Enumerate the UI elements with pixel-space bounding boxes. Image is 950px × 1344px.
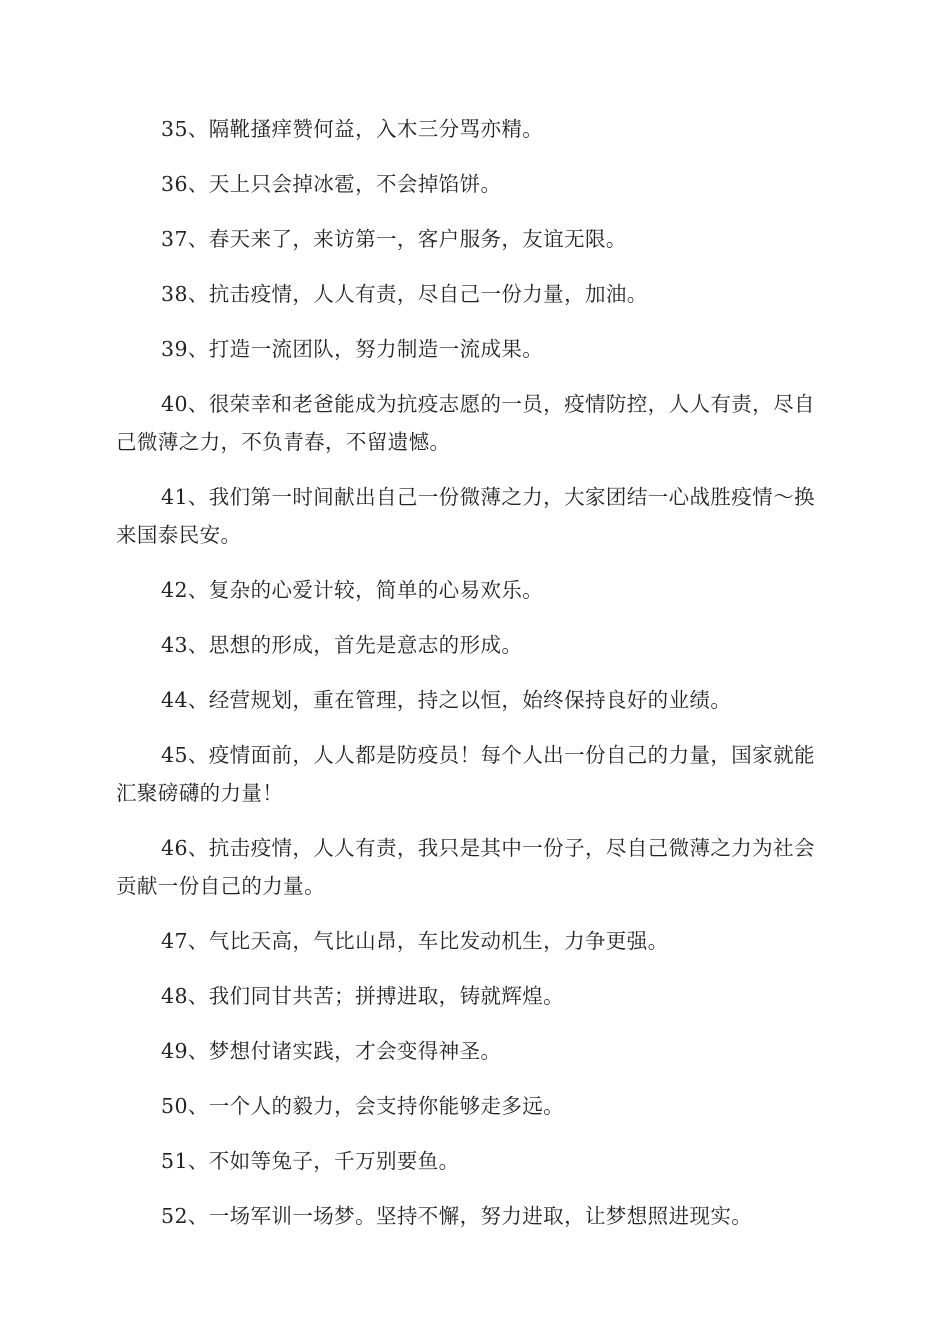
paragraph-35: 35、隔靴搔痒赞何益，入木三分骂亦精。 — [161, 117, 544, 141]
paragraph-46: 46、抗击疫情，人人有责，我只是其中一份子，尽自己微薄之力为社会贡献一份自己的力量。 — [116, 836, 815, 898]
paragraph-52: 52、一场军训一场梦。坚持不懈，努力进取，让梦想照进现实。 — [161, 1204, 753, 1228]
paragraph-39: 39、打造一流团队，努力制造一流成果。 — [161, 337, 544, 361]
paragraph-45: 45、疫情面前，人人都是防疫员！每个人出一份自己的力量，国家就能汇聚磅礴的力量！ — [116, 743, 815, 805]
document-body — [116, 110, 834, 1252]
paragraph-37: 37、春天来了，来访第一，客户服务，友谊无限。 — [161, 227, 627, 251]
paragraph-51: 51、不如等兔子，千万别要鱼。 — [161, 1149, 460, 1173]
paragraph-38: 38、抗击疫情，人人有责，尽自己一份力量，加油。 — [161, 282, 648, 306]
paragraph-43: 43、思想的形成，首先是意志的形成。 — [161, 633, 523, 657]
paragraph-42: 42、复杂的心爱计较，简单的心易欢乐。 — [161, 578, 544, 602]
paragraph-44: 44、经营规划，重在管理，持之以恒，始终保持良好的业绩。 — [161, 688, 732, 712]
paragraph-36: 36、天上只会掉冰雹，不会掉馅饼。 — [161, 172, 502, 196]
paragraph-47: 47、气比天高，气比山昂，车比发动机生，力争更强。 — [161, 929, 669, 953]
paragraph-48: 48、我们同甘共苦；拼搏进取，铸就辉煌。 — [161, 984, 565, 1008]
paragraph-50: 50、一个人的毅力，会支持你能够走多远。 — [161, 1094, 565, 1118]
paragraph-49: 49、梦想付诸实践，才会变得神圣。 — [161, 1039, 502, 1063]
paragraph-40: 40、很荣幸和老爸能成为抗疫志愿的一员，疫情防控，人人有责，尽自己微薄之力，不负青春，不留遗憾。 — [116, 392, 815, 454]
paragraph-41: 41、我们第一时间献出自己一份微薄之力，大家团结一心战胜疫情～换来国泰民安。 — [116, 485, 815, 547]
